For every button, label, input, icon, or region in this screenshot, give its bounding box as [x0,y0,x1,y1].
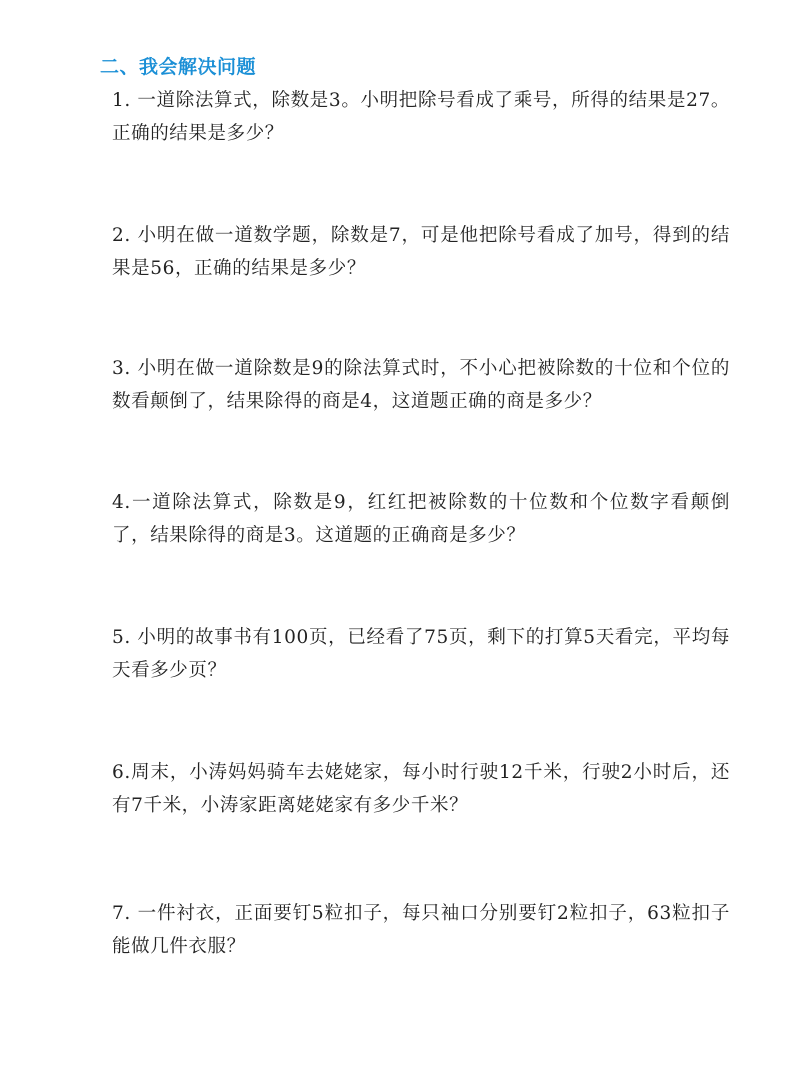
problem-3: 3. 小明在做一道除数是9的除法算式时，不小心把被除数的十位和个位的数看颠倒了，结果除得的商是4，这道题正确的商是多少？ [112,358,730,412]
section-title: 二、我会解决问题 [100,56,257,78]
problem-4: 4.一道除法算式，除数是9，红红把被除数的十位数和个位数字看颠倒了，结果除得的商是3。这道题的正确商是多少？ [112,492,730,546]
problem-7: 7. 一件衬衣，正面要钉5粒扣子，每只袖口分别要钉2粒扣子，63粒扣子能做几件衣服？ [112,903,730,957]
problem-1: 1. 一道除法算式，除数是3。小明把除号看成了乘号，所得的结果是27。正确的结果是多少？ [112,90,730,144]
problem-5: 5. 小明的故事书有100页，已经看了75页，剩下的打算5天看完，平均每天看多少页？ [112,627,730,681]
problem-2: 2. 小明在做一道数学题，除数是7，可是他把除号看成了加号，得到的结果是56，正确的结果是多少？ [112,225,730,279]
problem-6: 6.周末，小涛妈妈骑车去姥姥家，每小时行驶12千米，行驶2小时后，还有7千米，小涛家距离姥姥家有多少千米？ [112,762,730,816]
